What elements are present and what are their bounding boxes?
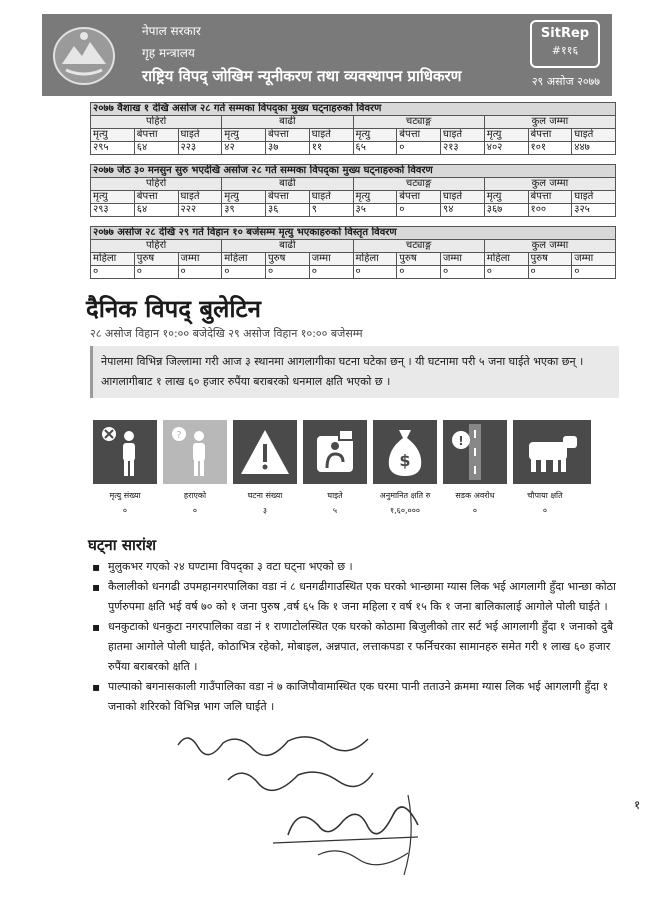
stat-missing — [163, 420, 227, 516]
column-header: घाइते — [572, 191, 616, 204]
column-header: जम्मा — [572, 253, 616, 266]
group-header: बाढी — [222, 116, 353, 129]
incident-list — [92, 557, 620, 717]
stat-value: ० — [542, 506, 548, 515]
column-header: महिला — [353, 253, 397, 266]
column-header: घाइते — [572, 129, 616, 142]
stat-value: १,६०,००० — [389, 506, 421, 515]
group-header: चट्याङ्ग — [353, 178, 484, 191]
stat-value: ० — [192, 506, 198, 515]
column-header: बेपत्ता — [134, 129, 178, 142]
svg-text:$: $ — [399, 451, 411, 470]
stat-livestock — [513, 420, 577, 516]
group-header: कुल जम्मा — [484, 240, 615, 253]
list-item: ▪ धनकुटाको धनकुटा नगरपालिका वडा नं १ राणाटोलस्थित एक घरको कोठामा बिजुलीको तार सर्ट भई आगलागी हुँदा १ जनाको दुबै हातमा आगोले पोली घाईते, कोठाभित्र रहेको, मोबाइल, अन्नपात, लत्ताकपडा र फर्निचरका सामानहरु समेत गरी १ लाख ६० हजार रुपैंया बराबरको क्षति । — [92, 617, 620, 677]
column-header: बेपत्ता — [397, 129, 441, 142]
column-header: बेपत्ता — [134, 191, 178, 204]
column-header: बेपत्ता — [397, 191, 441, 204]
column-header: घाइते — [309, 191, 353, 204]
column-header: पुरुष — [266, 253, 310, 266]
bulletin-period: २८ असोज विहान १०:०० बजेदेखि २९ असोज विहान १०:०० बजेसम्म — [90, 327, 363, 340]
table-cell: ६५ — [353, 142, 397, 155]
table-caption: २०७७ वैशाख १ देखि असोज २८ गते सम्मका विपद्का मुख्य घट्नाहरुको विवरण — [91, 103, 616, 116]
incident-summary-heading: घट्ना सारांश — [88, 536, 157, 554]
table-daily-deaths — [90, 226, 616, 279]
list-item: ▪ पाल्पाको बगनासकाली गाउँपालिका वडा नं ७ काजिपौवामास्थित एक घरमा पानी तताउने क्रममा ग्यास लिक भई आगलागी हुँदा १ जनाको शरिरको विभिन्न भाग जलि घाईते । — [92, 677, 620, 717]
group-header: कुल जम्मा — [484, 178, 615, 191]
table-cell: ० — [134, 266, 178, 279]
stat-label: सडक अवरोध — [455, 491, 495, 500]
stat-value: ५ — [332, 506, 338, 515]
table-cell: ११ — [309, 142, 353, 155]
authority-name: राष्ट्रिय विपद् जोखिम न्यूनीकरण तथा व्यवस्थापन प्राधिकरण — [142, 67, 462, 85]
column-header: बेपत्ता — [266, 129, 310, 142]
stat-value: ० — [472, 506, 478, 515]
sitrep-number: #११६ — [551, 44, 579, 57]
sitrep-title: SitRep — [540, 26, 590, 41]
table-cell: ४०२ — [484, 142, 528, 155]
road-block-icon — [443, 420, 507, 484]
stat-label: घटना संख्या — [247, 491, 283, 500]
column-header: पुरुष — [528, 253, 572, 266]
group-header: बाढी — [222, 240, 353, 253]
report-date: २९ असोज २०७७ — [531, 75, 600, 88]
table-fiscal-year — [90, 102, 616, 155]
group-header: कुल जम्मा — [484, 116, 615, 129]
table-cell: ० — [484, 266, 528, 279]
table-cell: ० — [309, 266, 353, 279]
column-header: जम्मा — [309, 253, 353, 266]
column-header: मृत्यु — [91, 129, 135, 142]
table-cell: ३५ — [353, 204, 397, 217]
table-caption: २०७७ असोज २८ देखि २९ गते विहान १० बजेसम्म मृत्यु भएकाहरुको विस्तृत विवरण — [91, 227, 616, 240]
sitrep-badge — [530, 20, 600, 68]
column-header: घाइते — [441, 191, 485, 204]
group-header: पहिरो — [91, 240, 222, 253]
table-row — [91, 142, 616, 155]
table-cell: ४४७ — [572, 142, 616, 155]
table-cell: ० — [222, 266, 266, 279]
group-header: पहिरो — [91, 116, 222, 129]
stat-injured — [303, 420, 367, 516]
table-cell: ३६७ — [484, 204, 528, 217]
table-cell: ० — [397, 204, 441, 217]
column-header: बेपत्ता — [266, 191, 310, 204]
table-cell: २१३ — [441, 142, 485, 155]
table-cell: ० — [572, 266, 616, 279]
column-header: बेपत्ता — [528, 191, 572, 204]
list-item: ▪ कैलालीको धनगढी उपमहानगरपालिका वडा नं ८ धनगढीगाउस्थित एक घरको भान्छामा ग्यास लिक भई आगलागी हुँदा भान्छा कोठा पुर्णरुपमा क्षति भई वर्ष ७० को १ जना पुरुष ,वर्ष ६५ कि १ जना महिला र वर्ष १५ कि १ जना बालिकालाई आगोले पोली घाईते । — [92, 577, 620, 617]
table-cell: ० — [353, 266, 397, 279]
column-header: घाइते — [178, 129, 222, 142]
group-header: बाढी — [222, 178, 353, 191]
stat-label: अनुमानित क्षति रु — [379, 491, 431, 500]
livestock-icon — [513, 420, 591, 484]
table-cell: ० — [91, 266, 135, 279]
table-cell: ० — [441, 266, 485, 279]
injured-icon — [303, 420, 367, 484]
column-header: मृत्यु — [353, 129, 397, 142]
table-cell: २२२ — [178, 204, 222, 217]
ministry-name: गृह मन्त्रालय — [142, 46, 195, 60]
svg-text:?: ? — [176, 430, 182, 441]
svg-text:!: ! — [458, 434, 464, 448]
table-cell: ० — [528, 266, 572, 279]
column-header: बेपत्ता — [528, 129, 572, 142]
stat-deaths — [93, 420, 157, 516]
table-cell: ३९ — [222, 204, 266, 217]
table-cell: ३७ — [266, 142, 310, 155]
table-cell: १०१ — [528, 142, 572, 155]
table-cell: २९३ — [91, 204, 135, 217]
table-cell: ४२ — [222, 142, 266, 155]
column-header: मृत्यु — [222, 191, 266, 204]
stat-value: ३ — [262, 506, 268, 515]
column-header: जम्मा — [441, 253, 485, 266]
column-header: घाइते — [309, 129, 353, 142]
table-cell: ९ — [309, 204, 353, 217]
table-monsoon — [90, 164, 616, 217]
column-header: घाइते — [178, 191, 222, 204]
table-cell: ० — [397, 142, 441, 155]
column-header: पुरुष — [134, 253, 178, 266]
table-cell: ० — [266, 266, 310, 279]
table-cell: १०० — [528, 204, 572, 217]
handwritten-signature-icon — [168, 725, 438, 895]
column-header: जम्मा — [178, 253, 222, 266]
missing-person-icon — [163, 420, 227, 484]
column-header: पुरुष — [397, 253, 441, 266]
table-cell: ३६ — [266, 204, 310, 217]
column-header: मृत्यु — [222, 129, 266, 142]
group-header: चट्याङ्ग — [353, 240, 484, 253]
stat-label: चौपाया क्षति — [527, 491, 563, 500]
summary-box — [90, 346, 619, 398]
summary-text: नेपालमा विभिन्न जिल्लामा गरी आज ३ स्थानमा आगलागीका घटना घटेका छन् । यी घटनामा परी ५ जना घाईते भएका छन् । आगलागीबाट १ लाख ६० हजार रुपैंया बराबरको धनमाल क्षति भएको छ । — [101, 355, 584, 388]
stat-label: हराएको — [183, 491, 207, 500]
table-cell: २२३ — [178, 142, 222, 155]
stat-label: घाइते — [327, 491, 343, 500]
stat-value: ० — [122, 506, 128, 515]
money-bag-icon — [373, 420, 437, 484]
page-number: १ — [634, 798, 641, 812]
table-cell: २९५ — [91, 142, 135, 155]
stat-incidents — [233, 420, 297, 516]
column-header: महिला — [91, 253, 135, 266]
column-header: महिला — [484, 253, 528, 266]
govt-name: नेपाल सरकार — [142, 24, 201, 38]
column-header: मृत्यु — [484, 191, 528, 204]
stat-estimated-loss — [373, 420, 437, 516]
stat-label: मृत्यु संख्या — [109, 491, 141, 500]
stat-road-block — [443, 420, 507, 516]
table-cell: ० — [178, 266, 222, 279]
header-banner — [42, 14, 612, 96]
list-item: ▪ मुलुकभर गएको २४ घण्टामा विपद्का ३ वटा घट्ना भएको छ । — [92, 557, 620, 577]
column-header: महिला — [222, 253, 266, 266]
table-cell: ३२५ — [572, 204, 616, 217]
column-header: मृत्यु — [91, 191, 135, 204]
table-cell: ९४ — [441, 204, 485, 217]
death-icon — [93, 420, 157, 484]
table-cell: ६४ — [134, 204, 178, 217]
table-row — [91, 266, 616, 279]
table-cell: ६४ — [134, 142, 178, 155]
column-header: घाइते — [441, 129, 485, 142]
group-header: चट्याङ्ग — [353, 116, 484, 129]
table-cell: ० — [397, 266, 441, 279]
table-caption: २०७७ जेठ ३० मनसुन सुरु भएदेखि असोज २८ गते सम्मका विपद्का मुख्य घट्नाहरुको विवरण — [91, 165, 616, 178]
group-header: पहिरो — [91, 178, 222, 191]
column-header: मृत्यु — [484, 129, 528, 142]
bulletin-title: दैनिक विपद् बुलेटिन — [86, 295, 261, 323]
warning-icon — [233, 420, 297, 484]
nepal-emblem-icon — [48, 20, 120, 90]
column-header: मृत्यु — [353, 191, 397, 204]
table-row — [91, 204, 616, 217]
